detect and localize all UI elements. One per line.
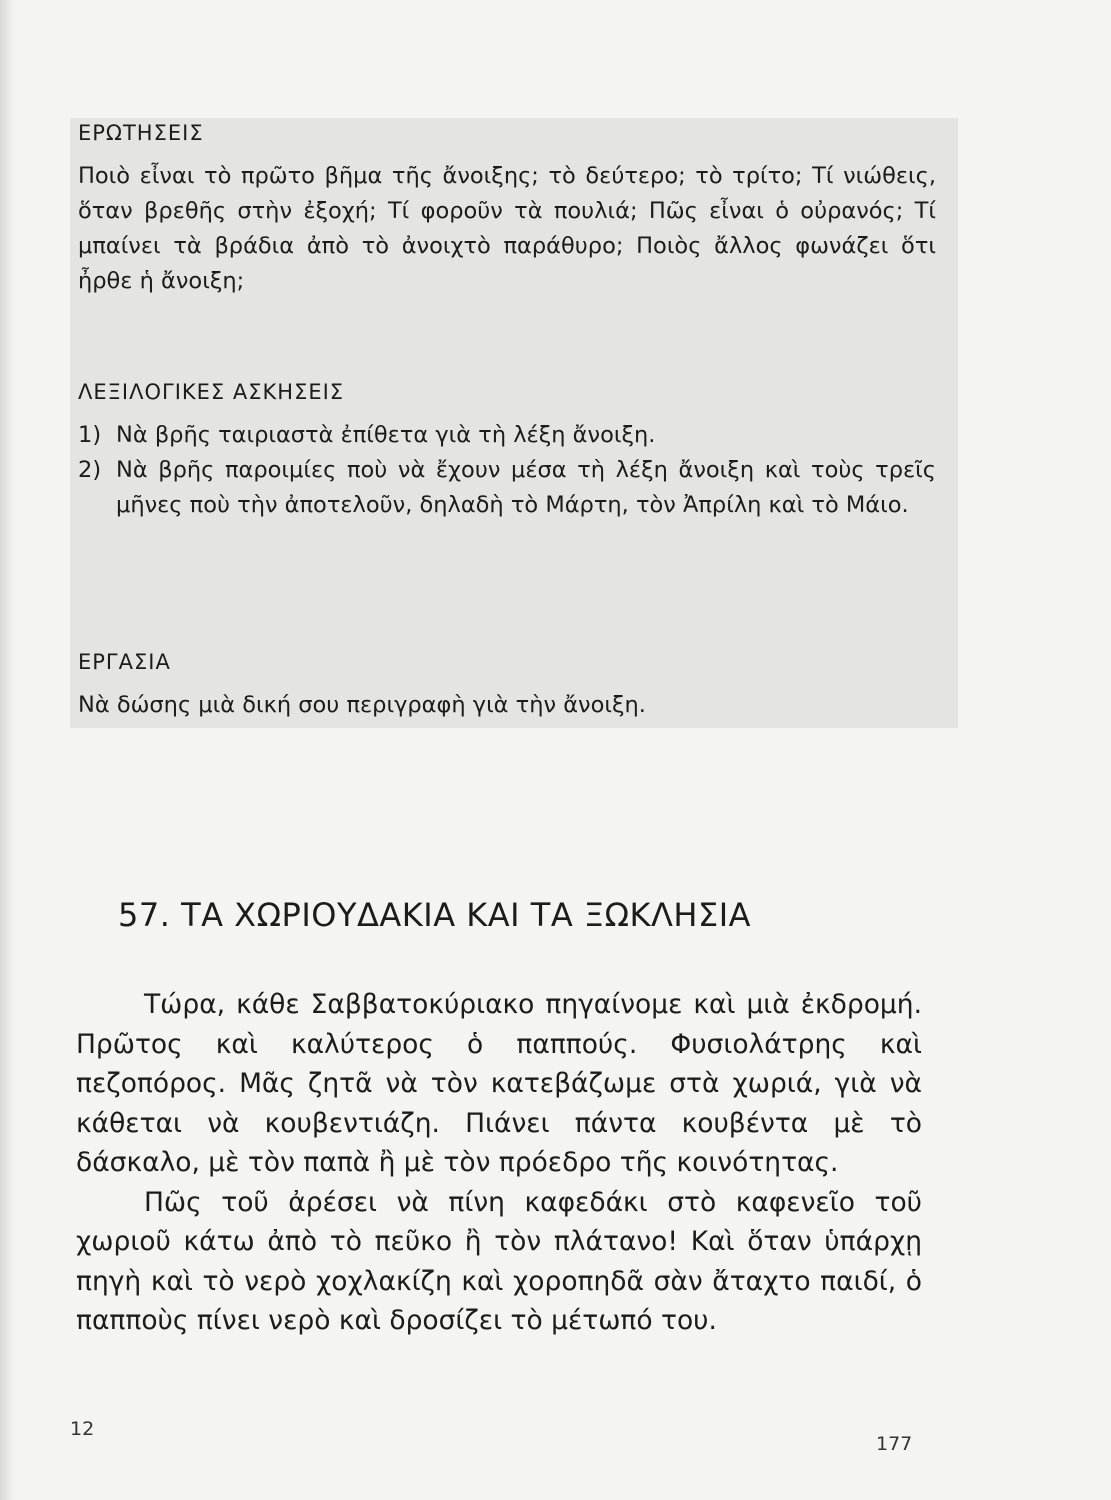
vocabulary-section [78, 380, 936, 523]
work-section [78, 650, 936, 723]
story-paragraph: Τώρα, κάθε Σαββατοκύριακο πηγαίνομε καὶ μιὰ ἐκδρομή. Πρῶτος καὶ καλύτερος ὁ παππούς. Φυσιολάτρης καὶ πεζοπόρος. Μᾶς ζητᾶ νὰ τὸν κατεβάζωμε στὰ χωριά, γιὰ νὰ κάθεται νὰ κουβεντιάζη. Πιάνει πάντα κουβέντα μὲ τὸ δάσκαλο, μὲ τὸν παπὰ ἢ μὲ τὸν πρόεδρο τῆς κοινότητας. [76, 989, 922, 1178]
vocabulary-item-text: Νὰ βρῆς παροιμίες ποὺ νὰ ἔχουν μέσα τὴ λέξη ἄνοιξη καὶ τοὺς τρεῖς μῆνες ποὺ τὴν ἀποτελοῦν, δηλαδὴ τὸ Μάρτη, τὸν Ἀπρίλη καὶ τὸ Μάιο. [116, 457, 936, 518]
work-text: Νὰ δώσης μιὰ δική σου περιγραφὴ γιὰ τὴν ἄνοιξη. [78, 692, 646, 718]
questions-heading: ΕΡΩΤΗΣΕΙΣ [78, 121, 204, 145]
sheet-number: 12 [70, 1418, 95, 1440]
page-number: 177 [876, 1433, 913, 1455]
story-text [76, 985, 922, 1341]
vocabulary-item-number: 1) [78, 422, 102, 448]
page-edge [0, 0, 14, 1500]
work-heading: ΕΡΓΑΣΙΑ [78, 650, 171, 674]
story-paragraph: Πῶς τοῦ ἀρέσει νὰ πίνη καφεδάκι στὸ καφενεῖο τοῦ χωριοῦ κάτω ἀπὸ τὸ πεῦκο ἢ τὸν πλάτανο! Καὶ ὅταν ὑπάρχῃ πηγὴ καὶ τὸ νερὸ χοχλακίζη καὶ χοροπηδᾶ σὰν ἄταχτο παιδί, ὁ παπποὺς πίνει νερὸ καὶ δροσίζει τὸ μέτωπό του. [76, 1186, 922, 1336]
vocabulary-item-2 [78, 453, 936, 523]
vocabulary-item-1 [78, 418, 936, 453]
questions-text: Ποιὸ εἶναι τὸ πρῶτο βῆμα τῆς ἄνοιξης; τὸ δεύτερο; τὸ τρίτο; Τί νιώθεις, ὅταν βρεθῆς στὴν ἐξοχή; Τί φοροῦν τὰ πουλιά; Πῶς εἶναι ὁ οὐρανός; Τί μπαίνει τὰ βράδια ἀπὸ τὸ ἀνοιχτὸ παράθυρο; Ποιὸς ἄλλος φωνάζει ὅτι ἦρθε ἡ ἄνοιξη; [78, 163, 936, 294]
vocabulary-item-number: 2) [78, 457, 102, 483]
questions-section [78, 121, 936, 299]
vocabulary-heading: ΛΕΞΙΛΟΓΙΚΕΣ ΑΣΚΗΣΕΙΣ [78, 380, 345, 404]
chapter-title: 57. ΤΑ ΧΩΡΙΟΥΔΑΚΙΑ ΚΑΙ ΤΑ ΞΩΚΛΗΣΙΑ [118, 896, 752, 934]
vocabulary-item-text: Νὰ βρῆς ταιριαστὰ ἐπίθετα γιὰ τὴ λέξη ἄνοιξη. [116, 422, 656, 448]
